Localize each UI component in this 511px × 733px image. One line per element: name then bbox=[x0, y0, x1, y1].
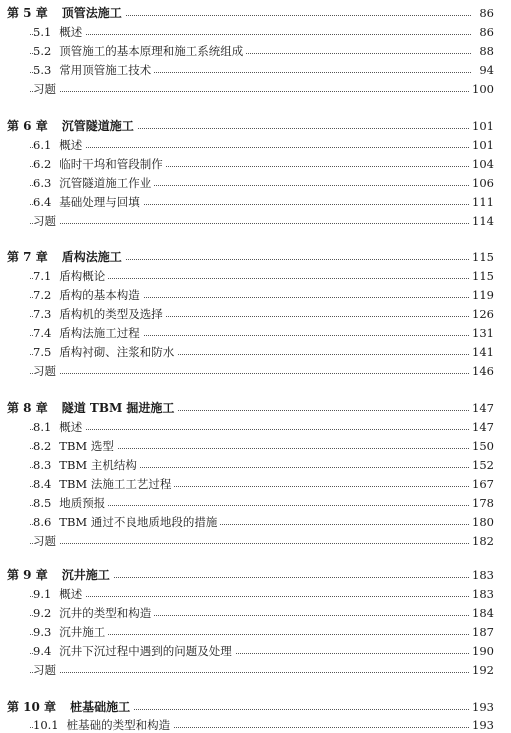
page-number: 106 bbox=[469, 175, 494, 191]
entry-title: 习题 bbox=[33, 663, 56, 677]
entry-number: 8.1 bbox=[33, 420, 52, 434]
leader-dots bbox=[30, 373, 471, 374]
toc-chapter-row[interactable] bbox=[0, 118, 511, 134]
entry-title: 概述 bbox=[59, 25, 83, 39]
entry-number: 8.4 bbox=[33, 477, 52, 491]
entry-number: 9.4 bbox=[33, 644, 52, 658]
toc-section-row[interactable] bbox=[0, 43, 511, 59]
toc-entry-label bbox=[33, 419, 85, 435]
entry-number: 第 9 章 bbox=[7, 568, 48, 582]
toc-exercise-row[interactable] bbox=[0, 533, 511, 549]
page-number: 100 bbox=[469, 81, 494, 97]
toc-entry-label bbox=[33, 643, 235, 659]
toc-section-row[interactable] bbox=[0, 344, 511, 360]
leader-dots bbox=[30, 91, 471, 92]
page-number: 150 bbox=[469, 438, 494, 454]
entry-number: 5.3 bbox=[33, 63, 52, 77]
entry-title: 习题 bbox=[33, 214, 56, 228]
page-number: 126 bbox=[469, 306, 494, 322]
entry-title: 盾构衬砌、注浆和防水 bbox=[59, 345, 175, 359]
entry-number: 7.2 bbox=[33, 288, 52, 302]
entry-number: 8.3 bbox=[33, 458, 52, 472]
page-number: 183 bbox=[469, 586, 494, 602]
entry-title: 习题 bbox=[33, 364, 56, 378]
entry-number: 第 7 章 bbox=[7, 250, 48, 264]
entry-number: 9.3 bbox=[33, 625, 52, 639]
entry-number: 6.2 bbox=[33, 157, 52, 171]
toc-chapter-row[interactable] bbox=[0, 400, 511, 416]
page-number: 131 bbox=[469, 325, 494, 341]
toc-entry-label bbox=[33, 156, 166, 172]
toc-entry-label bbox=[33, 495, 108, 511]
toc-entry-label bbox=[33, 43, 246, 59]
toc-entry-label bbox=[33, 533, 59, 549]
toc-entry-label bbox=[33, 717, 173, 733]
toc-entry-label bbox=[33, 476, 174, 492]
entry-title: 临时干坞和管段制作 bbox=[59, 157, 163, 171]
toc-chapter-row[interactable] bbox=[0, 699, 511, 715]
toc-section-row[interactable] bbox=[0, 287, 511, 303]
toc-entry-label bbox=[7, 118, 137, 134]
page-number: 167 bbox=[469, 476, 494, 492]
entry-title: 沉井施工 bbox=[61, 568, 110, 582]
toc-entry-label bbox=[33, 586, 85, 602]
toc-chapter-row[interactable] bbox=[0, 5, 511, 21]
entry-number: 第 6 章 bbox=[7, 119, 48, 133]
entry-number: 10.1 bbox=[33, 718, 59, 732]
toc-entry-label bbox=[7, 5, 125, 21]
entry-number: 7.1 bbox=[33, 269, 52, 283]
toc-chapter-row[interactable] bbox=[0, 567, 511, 583]
entry-title: 概述 bbox=[59, 420, 83, 434]
toc-entry-label bbox=[33, 213, 59, 229]
toc-entry-label bbox=[7, 249, 125, 265]
toc-section-row[interactable] bbox=[0, 514, 511, 530]
page-number: 119 bbox=[469, 287, 494, 303]
leader-dots bbox=[30, 147, 471, 148]
entry-title: 沉管隧道施工 bbox=[61, 119, 134, 133]
entry-number: 第 10 章 bbox=[7, 700, 57, 714]
page-number: 115 bbox=[469, 249, 494, 265]
toc-entry-label bbox=[33, 438, 117, 454]
entry-title: 顶管法施工 bbox=[61, 6, 122, 20]
entry-number: 9.1 bbox=[33, 587, 52, 601]
toc-entry-label bbox=[7, 699, 133, 715]
toc-exercise-row[interactable] bbox=[0, 662, 511, 678]
toc-entry-label bbox=[33, 363, 59, 379]
toc-section-row[interactable] bbox=[0, 495, 511, 511]
page-number: 94 bbox=[476, 62, 494, 78]
page-number: 184 bbox=[469, 605, 494, 621]
toc-section-row[interactable] bbox=[0, 175, 511, 191]
toc-section-row[interactable] bbox=[0, 62, 511, 78]
entry-number: 第 8 章 bbox=[7, 401, 48, 415]
toc-entry-label bbox=[33, 306, 166, 322]
toc-chapter-row[interactable] bbox=[0, 249, 511, 265]
toc-section-row[interactable] bbox=[0, 586, 511, 602]
entry-title: 桩基础的类型和构造 bbox=[66, 718, 171, 732]
entry-title: 概述 bbox=[59, 587, 83, 601]
page-number: 190 bbox=[469, 643, 494, 659]
entry-title: 隧道 TBM 掘进施工 bbox=[61, 401, 175, 415]
entry-title: 沉井施工 bbox=[59, 625, 106, 639]
toc-entry-label bbox=[33, 344, 177, 360]
entry-title: 习题 bbox=[33, 82, 56, 96]
leader-dots bbox=[30, 543, 471, 544]
page-number: 193 bbox=[469, 699, 494, 715]
toc-entry-label bbox=[33, 605, 154, 621]
entry-number: 8.5 bbox=[33, 496, 52, 510]
toc-section-row[interactable] bbox=[0, 194, 511, 210]
entry-title: 盾构的基本构造 bbox=[59, 288, 140, 302]
toc-section-row[interactable] bbox=[0, 156, 511, 172]
toc-section-row[interactable] bbox=[0, 717, 511, 733]
toc-section-row[interactable] bbox=[0, 306, 511, 322]
entry-title: 桩基础施工 bbox=[70, 700, 131, 714]
page-number: 193 bbox=[469, 717, 494, 733]
toc-section-row[interactable] bbox=[0, 268, 511, 284]
entry-title: 顶管施工的基本原理和施工系统组成 bbox=[59, 44, 244, 58]
page-number: 147 bbox=[469, 400, 494, 416]
page-number: 152 bbox=[469, 457, 494, 473]
leader-dots bbox=[30, 429, 471, 430]
page-number: 88 bbox=[476, 43, 494, 59]
entry-title: 习题 bbox=[33, 534, 56, 548]
toc-section-row[interactable] bbox=[0, 643, 511, 659]
leader-dots bbox=[30, 596, 471, 597]
entry-title: 沉管隧道施工作业 bbox=[59, 176, 152, 190]
entry-title: 地质预报 bbox=[59, 496, 106, 510]
page-number: 180 bbox=[469, 514, 494, 530]
toc-section-row[interactable] bbox=[0, 476, 511, 492]
page-number: 182 bbox=[469, 533, 494, 549]
page-number: 147 bbox=[469, 419, 494, 435]
leader-dots bbox=[30, 34, 471, 35]
page-number: 101 bbox=[469, 137, 494, 153]
page-number: 192 bbox=[469, 662, 494, 678]
entry-number: 7.4 bbox=[33, 326, 52, 340]
toc-section-row[interactable] bbox=[0, 438, 511, 454]
entry-title: 盾构法施工过程 bbox=[59, 326, 140, 340]
toc-entry-label bbox=[33, 325, 143, 341]
toc-section-row[interactable] bbox=[0, 24, 511, 40]
toc-entry-label bbox=[33, 62, 154, 78]
page-number: 141 bbox=[469, 344, 494, 360]
entry-number: 8.6 bbox=[33, 515, 52, 529]
entry-number: 7.5 bbox=[33, 345, 52, 359]
page-number: 111 bbox=[469, 194, 494, 210]
toc-exercise-row[interactable] bbox=[0, 213, 511, 229]
toc-entry-label bbox=[33, 662, 59, 678]
entry-number: 7.3 bbox=[33, 307, 52, 321]
entry-title: TBM 主机结构 bbox=[59, 458, 137, 472]
entry-title: 常用顶管施工技术 bbox=[59, 63, 152, 77]
toc-section-row[interactable] bbox=[0, 137, 511, 153]
entry-title: 沉井下沉过程中遇到的问题及处理 bbox=[59, 644, 232, 658]
entry-title: TBM 通过不良地质地段的措施 bbox=[59, 515, 218, 529]
entry-number: 6.3 bbox=[33, 176, 52, 190]
page-number: 146 bbox=[469, 363, 494, 379]
toc-entry-label bbox=[33, 287, 143, 303]
entry-title: 盾构法施工 bbox=[61, 250, 122, 264]
entry-title: 盾构机的类型及选择 bbox=[59, 307, 163, 321]
page-number: 86 bbox=[476, 24, 494, 40]
toc-entry-label bbox=[33, 268, 108, 284]
entry-number: 5.1 bbox=[33, 25, 52, 39]
toc-section-row[interactable] bbox=[0, 605, 511, 621]
page-number: 114 bbox=[469, 213, 494, 229]
page-number: 178 bbox=[469, 495, 494, 511]
page-number: 187 bbox=[469, 624, 494, 640]
toc-exercise-row[interactable] bbox=[0, 81, 511, 97]
entry-number: 6.1 bbox=[33, 138, 52, 152]
toc-entry-label bbox=[33, 137, 85, 153]
entry-number: 8.2 bbox=[33, 439, 52, 453]
entry-number: 5.2 bbox=[33, 44, 52, 58]
toc-entry-label bbox=[7, 400, 177, 416]
toc-entry-label bbox=[33, 514, 220, 530]
entry-title: 基础处理与回填 bbox=[59, 195, 140, 209]
toc-section-row[interactable] bbox=[0, 624, 511, 640]
toc-entry-label bbox=[33, 457, 140, 473]
toc-section-row[interactable] bbox=[0, 457, 511, 473]
leader-dots bbox=[30, 672, 471, 673]
toc-entry-label bbox=[33, 24, 85, 40]
page-number: 104 bbox=[469, 156, 494, 172]
toc-section-row[interactable] bbox=[0, 419, 511, 435]
entry-title: TBM 选型 bbox=[59, 439, 114, 453]
toc-entry-label bbox=[33, 624, 108, 640]
entry-number: 6.4 bbox=[33, 195, 52, 209]
page-number: 101 bbox=[469, 118, 494, 134]
entry-title: 沉井的类型和构造 bbox=[59, 606, 152, 620]
page-number: 86 bbox=[476, 5, 494, 21]
entry-title: TBM 法施工工艺过程 bbox=[59, 477, 172, 491]
toc-exercise-row[interactable] bbox=[0, 363, 511, 379]
toc-section-row[interactable] bbox=[0, 325, 511, 341]
page-number: 183 bbox=[469, 567, 494, 583]
entry-number: 9.2 bbox=[33, 606, 52, 620]
toc-entry-label bbox=[33, 175, 154, 191]
entry-title: 盾构概论 bbox=[59, 269, 106, 283]
entry-title: 概述 bbox=[59, 138, 83, 152]
toc-entry-label bbox=[33, 81, 59, 97]
page-number: 115 bbox=[469, 268, 494, 284]
toc-entry-label bbox=[7, 567, 113, 583]
entry-number: 第 5 章 bbox=[7, 6, 48, 20]
leader-dots bbox=[30, 223, 471, 224]
toc-entry-label bbox=[33, 194, 143, 210]
